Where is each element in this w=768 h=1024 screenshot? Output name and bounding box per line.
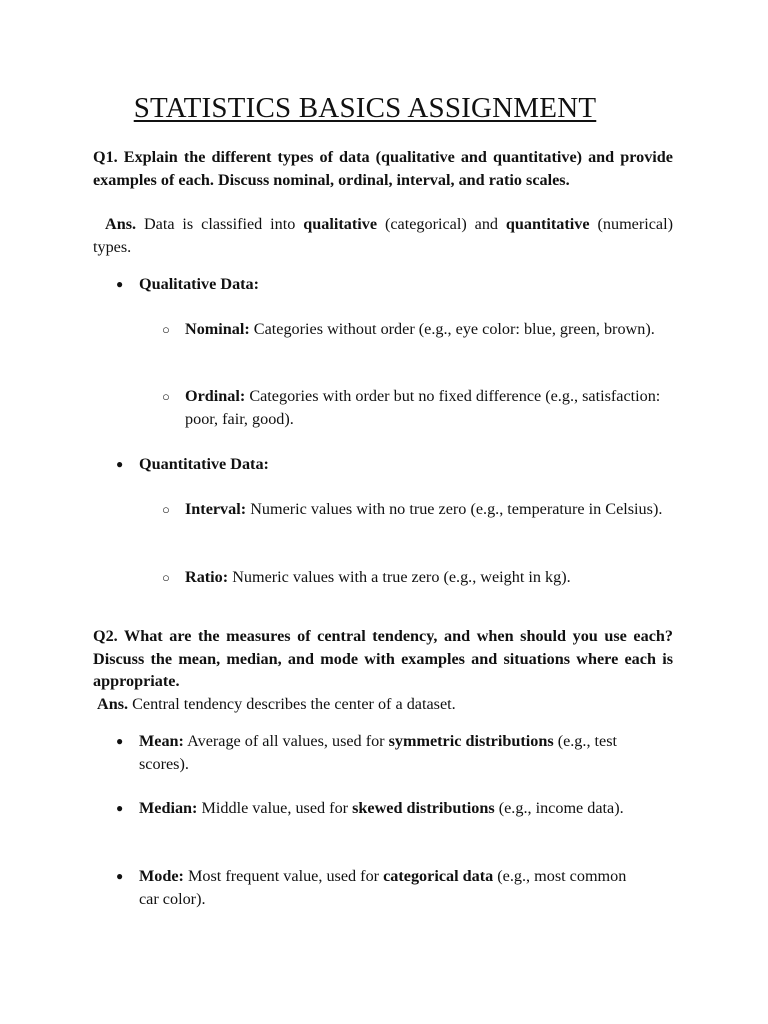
sub-bullet-interval xyxy=(0,498,768,548)
answer-text: (categorical) and xyxy=(377,215,506,233)
term-text: (e.g., most common car color). xyxy=(139,867,627,908)
term-label: Median: xyxy=(139,799,198,817)
answer-bold-term: quantitative xyxy=(505,215,590,233)
term-label: Nominal: xyxy=(185,320,250,338)
bullet-dot: ● xyxy=(116,457,124,471)
answer-label: Ans. xyxy=(105,215,137,233)
term-label: Mean: xyxy=(139,732,184,750)
term-text: (e.g., test scores). xyxy=(139,732,618,773)
sub-bullet-circle: ○ xyxy=(162,322,170,337)
sub-bullet-circle: ○ xyxy=(162,389,170,404)
question-1: Q1. Explain the different types of data (qualitative and quantitative) and provide examples of each. Discuss nominal, ordinal, interval, and ratio scales. xyxy=(93,148,673,189)
term-text: Middle value, used for xyxy=(197,799,353,817)
bullet-dot: ● xyxy=(116,277,124,291)
term-label: Ordinal: xyxy=(185,387,246,405)
answer-text: (numerical) types. xyxy=(93,215,673,256)
bullet-heading: Quantitative Data: xyxy=(139,455,269,473)
term-text: Categories with order but no fixed difference (e.g., satisfaction: poor, fair, good). xyxy=(185,387,661,428)
term-bold: skewed distributions xyxy=(352,799,495,817)
question-2: Q2. What are the measures of central tendency, and when should you use each? Discuss the mean, median, and mode with examples and situations where each is appropriate. xyxy=(93,627,673,690)
term-bold: symmetric distributions xyxy=(388,732,554,750)
sub-bullet-ordinal xyxy=(0,385,768,435)
page-title: STATISTICS BASICS ASSIGNMENT xyxy=(133,92,597,124)
term-text: Numeric values with no true zero (e.g., temperature in Celsius). xyxy=(246,500,663,518)
answer-1-intro xyxy=(93,213,673,258)
term-label: Mode: xyxy=(139,867,184,885)
term-text: (e.g., income data). xyxy=(494,799,624,817)
bullet-dot: ● xyxy=(116,801,124,815)
answer-bold-term: qualitative xyxy=(303,215,378,233)
sub-bullet-text xyxy=(185,318,665,341)
sub-bullet-text xyxy=(185,385,665,431)
term-text: Numeric values with a true zero (e.g., weight in kg). xyxy=(228,568,571,586)
term-label: Interval: xyxy=(185,500,247,518)
sub-bullet-text xyxy=(185,498,665,521)
bullet-text xyxy=(139,730,659,776)
answer-2-intro xyxy=(93,693,673,716)
term-text: Categories without order (e.g., eye color: blue, green, brown). xyxy=(249,320,655,338)
term-label: Ratio: xyxy=(185,568,229,586)
bullet-text xyxy=(139,865,639,911)
bullet-text xyxy=(139,797,649,820)
answer-text: Data is classified into xyxy=(136,215,304,233)
answer-label: Ans. xyxy=(97,695,129,713)
bullet-dot: ● xyxy=(116,869,124,883)
term-bold: categorical data xyxy=(383,867,494,885)
bullet-median xyxy=(0,797,768,847)
bullet-dot: ● xyxy=(116,734,124,748)
bullet-mean xyxy=(0,730,768,780)
sub-bullet-circle: ○ xyxy=(162,502,170,517)
bullet-heading: Qualitative Data: xyxy=(139,275,260,293)
sub-bullet-text xyxy=(185,566,665,589)
bullet-mode xyxy=(0,865,768,915)
sub-bullet-circle: ○ xyxy=(162,570,170,585)
sub-bullet-nominal xyxy=(0,318,768,368)
term-text: Most frequent value, used for xyxy=(183,867,384,885)
answer-text: Central tendency describes the center of a dataset. xyxy=(128,695,456,713)
term-text: Average of all values, used for xyxy=(183,732,389,750)
